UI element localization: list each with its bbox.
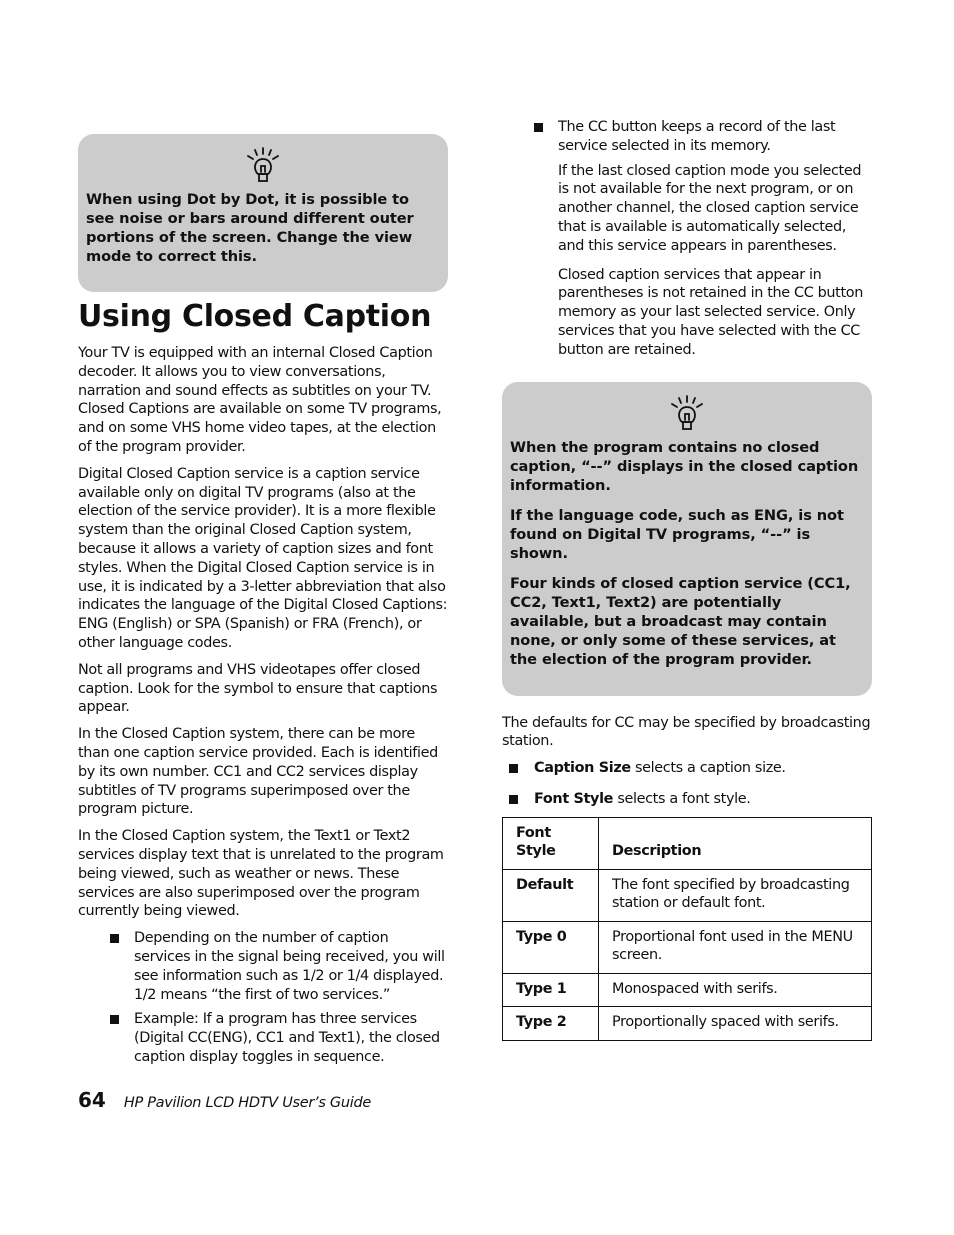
table-row bbox=[503, 869, 872, 921]
page-number: 64 bbox=[78, 1088, 106, 1112]
table-cell-desc: Proportionally spaced with serifs. bbox=[599, 1007, 872, 1041]
table-cell-desc: Monospaced with serifs. bbox=[599, 973, 872, 1007]
defaults-paragraph: The defaults for CC may be specified by broadcasting station. bbox=[502, 714, 871, 750]
paragraph: In the Closed Caption system, the Text1 or Text2 services display text that is unrelated to the program being viewed, such as weather or news. These services are also superimposed over the program currently being viewed. bbox=[78, 828, 444, 920]
paragraph: Not all programs and VHS videotapes offer closed caption. Look for the symbol to ensure that captions appear. bbox=[78, 661, 438, 716]
bullet-list bbox=[78, 929, 448, 1067]
font-style-table bbox=[502, 817, 872, 1041]
column-header-font-style: Font Style bbox=[503, 817, 599, 869]
table-cell-key: Type 1 bbox=[503, 973, 599, 1007]
table-cell-key: Default bbox=[503, 869, 599, 921]
option-desc: selects a caption size. bbox=[630, 760, 786, 777]
list-item-font-style bbox=[502, 790, 872, 809]
table-row bbox=[503, 921, 872, 973]
column-header-description: Description bbox=[599, 817, 872, 869]
paragraph: Digital Closed Caption service is a caption service available only on digital TV programs (also at the election of the service provider). It is a more flexible system than the original Closed Caption system, because it allows a variety of caption sizes and font styles. When the Digital Closed Caption service is in use, it is indicated by a 3-letter abbreviation that also indicates the language of the Digital Closed Captions: ENG (English) or SPA (Spanish) or FRA (French), or other language codes. bbox=[78, 465, 448, 651]
table-row bbox=[503, 973, 872, 1007]
list-item-caption-size bbox=[502, 759, 872, 778]
page-footer bbox=[78, 1088, 371, 1112]
list-item-text: Depending on the number of caption services in the signal being received, you will see information such as 1/2 or 1/4 displayed. 1/2 means “the first of two services.” bbox=[134, 930, 445, 1003]
table-cell-key: Type 0 bbox=[503, 921, 599, 973]
paragraph: In the Closed Caption system, there can be more than one caption service provided. Each is identified by its own number. CC1 and CC2 services display subtitles of TV programs superimposed over the program picture. bbox=[78, 726, 438, 818]
table-cell-key: Type 2 bbox=[503, 1007, 599, 1041]
lightbulb-icon bbox=[243, 146, 283, 186]
square-bullet-icon bbox=[509, 795, 518, 804]
list-item bbox=[78, 929, 448, 1004]
tip-box-closed-caption bbox=[502, 382, 872, 696]
list-item-text: The CC button keeps a record of the last service selected in its memory. bbox=[558, 119, 836, 154]
tip-text: When using Dot by Dot, it is possible to see noise or bars around different outer portions of the screen. Change the view mode to correct this. bbox=[86, 191, 414, 265]
list-item bbox=[78, 1010, 448, 1066]
table-header-row bbox=[503, 817, 872, 869]
tip-box-dot-by-dot bbox=[78, 134, 448, 292]
lightbulb-icon bbox=[667, 394, 707, 434]
tip-text: Four kinds of closed caption service (CC1, CC2, Text1, Text2) are potentially available, but a broadcast may contain none, or only some of these services, at the election of the program provider. bbox=[510, 574, 851, 668]
options-list bbox=[502, 759, 872, 809]
tip-text: When the program contains no closed caption, “--” displays in the closed caption information. bbox=[510, 438, 859, 494]
sub-paragraph: If the last closed caption mode you selected is not available for the next program, or on another channel, the closed caption service that is available is automatically selected, and this service appears in parentheses. bbox=[558, 162, 862, 254]
table-row bbox=[503, 1007, 872, 1041]
sub-paragraph: Closed caption services that appear in parentheses is not retained in the CC button memory as your last selected service. Only services that you have selected with the CC button are retained. bbox=[558, 266, 863, 358]
square-bullet-icon bbox=[110, 934, 119, 943]
tip-text: If the language code, such as ENG, is not found on Digital TV programs, “--” is shown. bbox=[510, 506, 844, 562]
list-item-text: Example: If a program has three services (Digital CC(ENG), CC1 and Text1), the closed caption display toggles in sequence. bbox=[134, 1011, 440, 1065]
option-term: Caption Size bbox=[534, 760, 631, 777]
right-column bbox=[502, 118, 872, 1041]
option-desc: selects a font style. bbox=[613, 790, 751, 807]
table-cell-desc: The font specified by broadcasting station or default font. bbox=[599, 869, 872, 921]
left-column bbox=[78, 134, 448, 1073]
square-bullet-icon bbox=[534, 123, 543, 132]
page-title: Using Closed Caption bbox=[78, 299, 432, 334]
square-bullet-icon bbox=[110, 1015, 119, 1024]
list-item bbox=[502, 118, 872, 360]
guide-title: HP Pavilion LCD HDTV User’s Guide bbox=[123, 1095, 372, 1111]
paragraph: Your TV is equipped with an internal Closed Caption decoder. It allows you to view conversations, narration and sound effects as subtitles on your TV. Closed Captions are available on some TV programs, and on some VHS home video tapes, at the election of the program provider. bbox=[78, 345, 442, 455]
table-cell-desc: Proportional font used in the MENU screen. bbox=[599, 921, 872, 973]
square-bullet-icon bbox=[509, 764, 518, 773]
option-term: Font Style bbox=[534, 790, 614, 807]
cc-memory-bullet bbox=[502, 118, 872, 360]
